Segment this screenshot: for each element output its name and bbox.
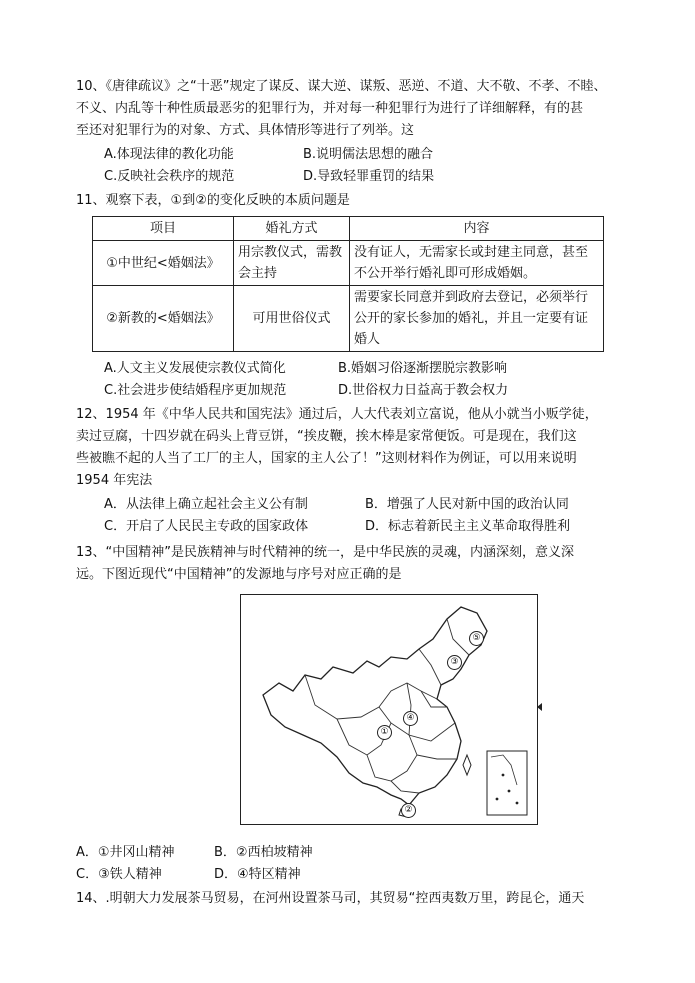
- q12-option-a[interactable]: A．从法律上确立起社会主义公有制: [104, 497, 308, 512]
- q14-stem-line1: 14、.明朝大力发展茶马贸易，在河州设置茶马司，其贸易“控西夷数万里，跨昆仑，通天: [76, 891, 585, 906]
- table-row: [93, 241, 604, 286]
- q13-option-d[interactable]: D．④特区精神: [214, 867, 301, 882]
- q11-stem: 11、观察下表，①到②的变化反映的本质问题是: [76, 193, 350, 208]
- q11-option-a[interactable]: A.人文主义发展使宗教仪式简化: [104, 361, 286, 376]
- q12-stem-line3: 些被瞧不起的人当了工厂的主人，国家的主人公了！”这则材料作为例证，可以用来说明: [76, 451, 577, 466]
- q11-option-d[interactable]: D.世俗权力日益高于教会权力: [338, 383, 509, 398]
- q13-stem-line2: 远。下图近现代“中国精神”的发源地与序号对应正确的是: [76, 567, 402, 582]
- table-header-row: [93, 217, 604, 241]
- q12-option-b[interactable]: B．增强了人民对新中国的政治认同: [365, 497, 569, 512]
- q13-stem-line1: 13、“中国精神”是民族精神与时代精神的统一，是中华民族的灵魂，内涵深刻，意义深: [76, 545, 575, 560]
- map-marker-1: ①: [377, 725, 392, 740]
- table-cell-item: ②新教的<婚姻法》: [93, 286, 234, 352]
- map-marker-4: ④: [403, 711, 418, 726]
- q11-option-c[interactable]: C.社会进步使结婚程序更加规范: [104, 383, 287, 398]
- q11-table: [92, 216, 604, 352]
- q11-option-b[interactable]: B.婚姻习俗逐渐摆脱宗教影响: [338, 361, 508, 376]
- table-header-method: 婚礼方式: [234, 217, 350, 241]
- q12-option-c[interactable]: C．开启了人民民主专政的国家政体: [104, 519, 309, 534]
- q13-option-a[interactable]: A．①井冈山精神: [76, 845, 175, 860]
- q10-stem-line2: 不义、内乱等十种性质最恶劣的犯罪行为，并对每一种犯罪行为进行了详细解释，有的甚: [76, 101, 584, 116]
- table-header-item: 项目: [93, 217, 234, 241]
- table-cell-content: 需要家长同意并到政府去登记，必须举行公开的家长参加的婚礼，并且一定要有证婚人: [350, 286, 604, 352]
- q10-option-b[interactable]: B.说明儒法思想的融合: [303, 147, 434, 162]
- table-cell-method: 用宗教仪式，需教会主持: [234, 241, 350, 286]
- china-map-outline-icon: [241, 595, 536, 823]
- q12-option-d[interactable]: D．标志着新民主主义革命取得胜利: [365, 519, 571, 534]
- q10-option-d[interactable]: D.导致轻罪重罚的结果: [303, 169, 435, 184]
- q13-option-c[interactable]: C．③铁人精神: [76, 867, 162, 882]
- q10-stem-line1: 10、《唐律疏议》之“十恶”规定了谋反、谋大逆、谋叛、恶逆、不道、大不敬、不孝、不睦、: [76, 79, 607, 94]
- table-cell-content: 没有证人，无需家长或封建主同意，甚至不公开举行婚礼即可形成婚姻。: [350, 241, 604, 286]
- china-map: [240, 594, 538, 825]
- q10-option-c[interactable]: C.反映社会秩序的规范: [104, 169, 235, 184]
- q12-stem-line2: 卖过豆腐，十四岁就在码头上背豆饼，“挨皮鞭，挨木棒是家常便饭。可是现在，我们这: [76, 429, 577, 444]
- q13-option-b[interactable]: B．②西柏坡精神: [214, 845, 313, 860]
- table-cell-method: 可用世俗仪式: [234, 286, 350, 352]
- table-header-content: 内容: [350, 217, 604, 241]
- q10-stem-line3: 至还对犯罪行为的对象、方式、具体情形等进行了列举。这: [76, 123, 415, 138]
- map-marker-2: ②: [401, 803, 416, 818]
- map-marker-3: ③: [447, 655, 462, 670]
- q10-option-a[interactable]: A.体现法律的教化功能: [104, 147, 234, 162]
- table-row: [93, 286, 604, 352]
- q12-stem-line1: 12、1954 年《中华人民共和国宪法》通过后，人大代表刘立富说，他从小就当小贩学徒，: [76, 407, 598, 422]
- map-edge-arrow-icon: [537, 703, 542, 711]
- table-cell-item: ①中世纪<婚姻法》: [93, 241, 234, 286]
- map-marker-5: ⑤: [469, 631, 484, 646]
- q12-stem-line4: 1954 年宪法: [76, 473, 153, 488]
